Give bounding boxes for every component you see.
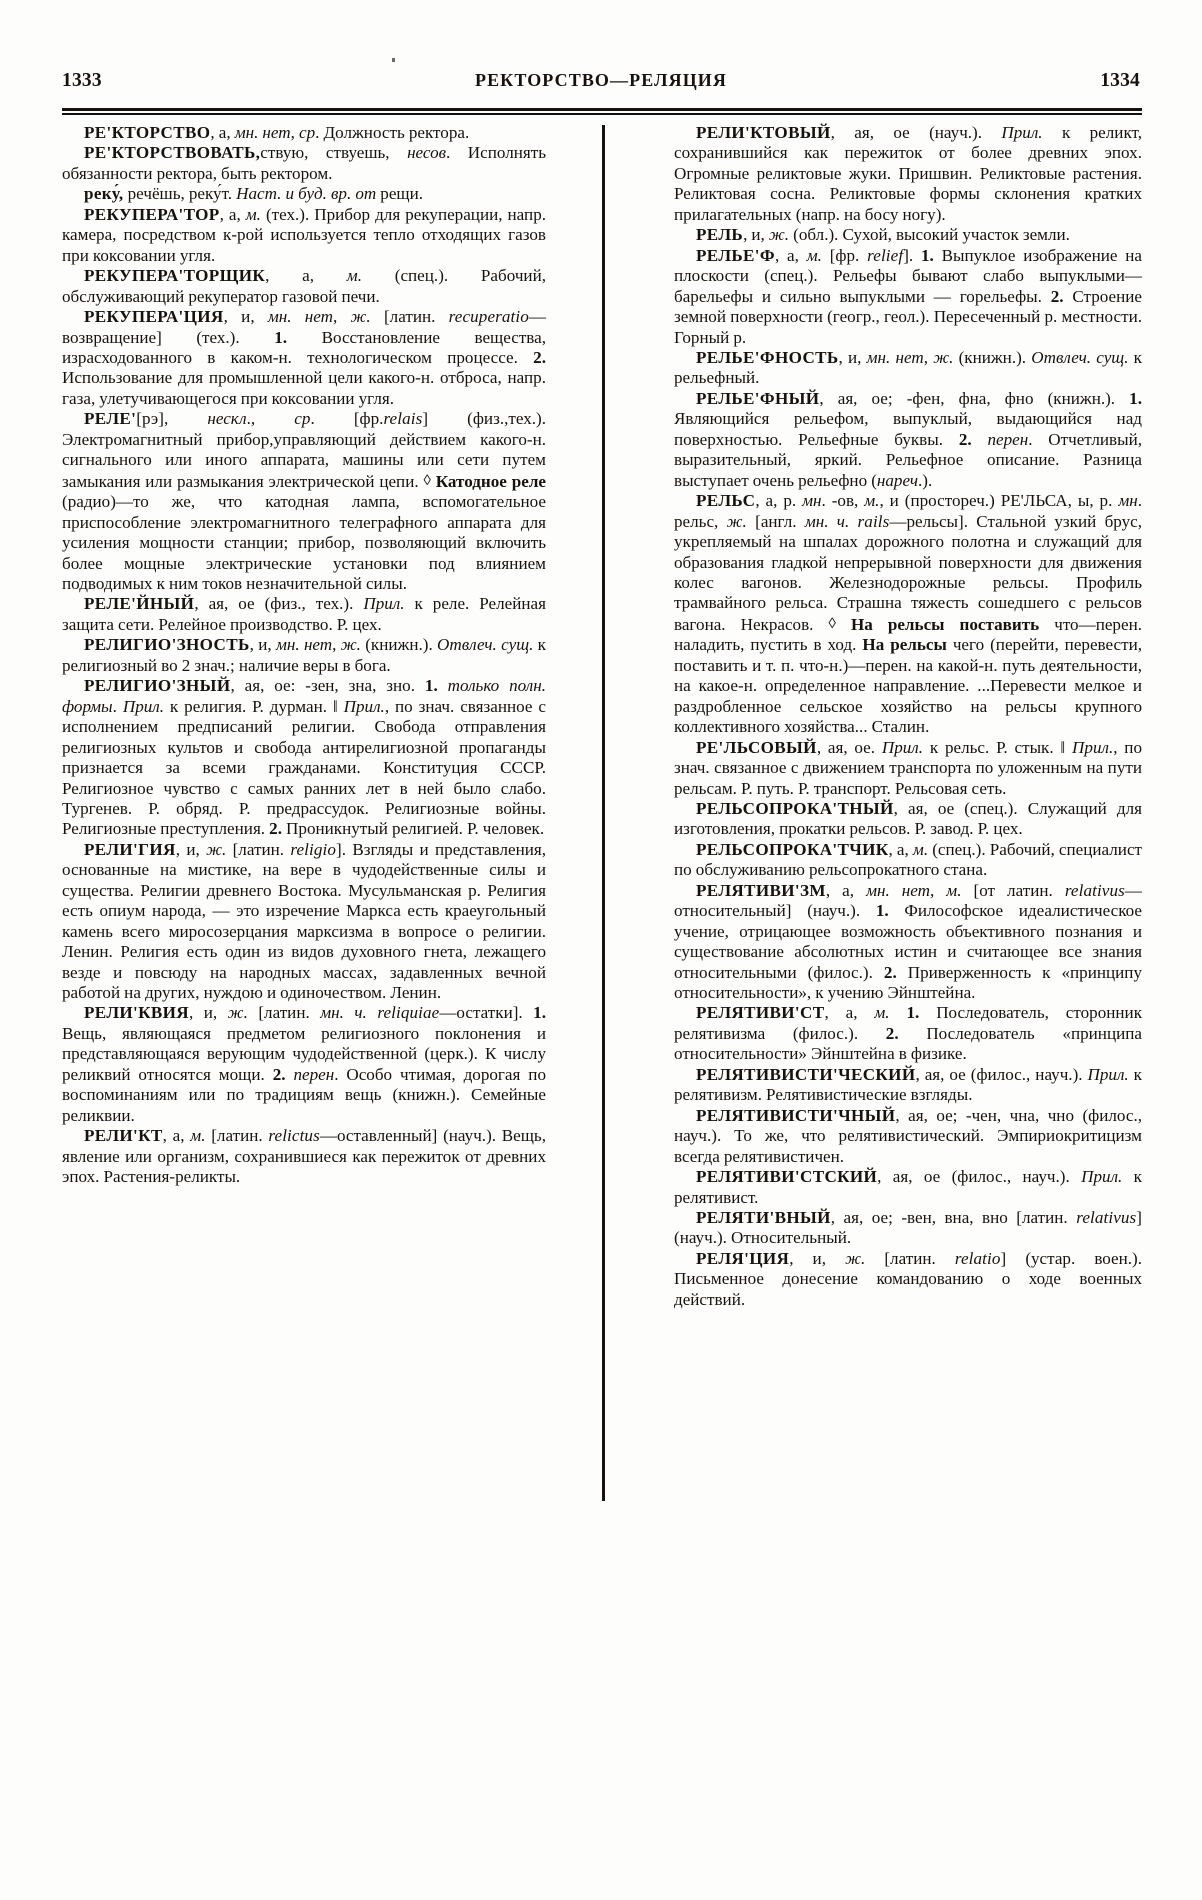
entry-body: , а, мн. нет, м. [от латин. relativus—относительный] (науч.). 1. Философское идеалистическое учение, отрицающее возможность объективного познания и существование абсолютных истин и считающее все знания относительными (филос.). 2. Приверженность к «принципу относительности», к учению Эйнштейна. xyxy=(674,880,1142,1003)
entry-body: , и, ж. [латин. relatio] (устар. воен.). Письменное донесение командованию о ходе военных действий. xyxy=(674,1248,1143,1309)
entry-body: , и, ж. [латин. religio]. Взгляды и представления, основанные на мистике, на вере в чудодейственные силы и существа. Религии древнего Востока. Мусульманская р. Религия есть опиум народа, — это изречение Маркса есть краеугольный камень всего миросозерцания марксизма в вопросе о религии. Ленин. Религия есть один из видов духовного гнета, лежащего везде и повсюду на народных массах, задавленных вечной работой на других, нуждою и одиночеством. Ленин. xyxy=(62,839,546,1003)
dictionary-entry xyxy=(62,143,546,184)
entry-headword: РЕЛЯТИВИСТИ'ЧНЫЙ xyxy=(696,1105,896,1125)
dictionary-entry xyxy=(674,348,1142,389)
dictionary-entry xyxy=(62,594,546,635)
entry-headword: РЕЛЬСОПРОКА'ТНЫЙ xyxy=(696,798,894,818)
dictionary-entry xyxy=(62,840,546,1004)
dictionary-entry xyxy=(62,1003,546,1126)
entry-body: , а, м. (спец.). Рабочий, специалист по обслуживанию рельсопрокатного стана. xyxy=(674,839,1142,880)
dictionary-entry xyxy=(674,225,1142,245)
entry-body: [рэ], нескл., ср. [фр.relais] (физ.,тех.). Электромагнитный прибор,управляющий действием какого-н. сигнального или иного аппарата, машины или сети путем замыкания или размыкания электрической цепи. ◊ Катодное реле (радио)—то же, что катодная лампа, вспомогательное приспособление электромагнитного телеграфного аппарата для усиления мощности станции; прибор, позволяющий включить более мощные электрические установки под влиянием подводимых к ним токов незначительной силы. xyxy=(62,409,547,593)
dictionary-entry xyxy=(62,184,546,204)
entry-headword: РЕЛЯТИВИСТИ'ЧЕСКИЙ xyxy=(696,1064,916,1084)
entry-body: , а, м. (тех.). Прибор для рекуперации, напр. камера, посредством к-рой используется тепло отходящих газов при коксовании угля. xyxy=(62,204,547,265)
entry-body: , и, ж. (обл.). Сухой, высокий участок земли. xyxy=(743,225,1070,245)
entry-body: , ая, ое; -фен, фна, фно (книжн.). 1. Являющийся рельефом, выпуклый, выдающийся над поверхностью. Рельефные буквы. 2. перен. Отчетливый, выразительный, яркий. Рельефное описание. Разница выступает очень рельефно (нареч.). xyxy=(674,388,1142,490)
entry-headword: РЕЛИГИО'ЗНОСТЬ xyxy=(84,635,250,655)
entry-body: , а, м. [латин. relictus—оставленный] (науч.). Вещь, явление или организм, сохранившиеся как пережиток от древних эпох. Растения-реликты. xyxy=(62,1126,547,1187)
columns xyxy=(62,123,1142,1863)
entry-headword: РЕЛИ'КВИЯ xyxy=(84,1003,189,1023)
entry-body: , и, мн. нет, ж. (книжн.). Отвлеч. сущ. к рельефный. xyxy=(674,347,1142,388)
dictionary-entry xyxy=(674,881,1142,1004)
entry-headword: РЕЛЕ'ЙНЫЙ xyxy=(84,594,195,614)
entry-body: , ая, ое (спец.). Служащий для изготовления, прокатки рельсов. Р. завод. Р. цех. xyxy=(674,798,1142,839)
entry-body: ствую, ствуешь, несов. Исполнять обязанности ректора, быть ректором. xyxy=(62,143,546,183)
dictionary-entry xyxy=(674,738,1142,799)
entry-body: , и, мн. нет, ж. [латин. recuperatio—возвращение] (тех.). 1. Восстановление вещества, израсходованного в каком-н. технологическом процессе. 2. Использование для промышленной цели какого-н. отброса, напр. газа, улетучивающегося при коксовании угля. xyxy=(62,307,546,408)
entry-body: , а, м. [фр. relief]. 1. Выпуклое изображение на плоскости (спец.). Рельефы бывают слабо выпуклыми—барельефы и сильно выпуклыми — горельефы. 2. Строение земной поверхности (геогр., геол.). Пересеченный р. местности. Горный р. xyxy=(674,245,1143,347)
entry-body: , а, м. 1. Последователь, сторонник релятивизма (филос.). 2. Последователь «принципа относительности» Эйнштейна в физике. xyxy=(674,1003,1143,1064)
entry-body: , ая, ое; -чен, чна, чно (филос., науч.). То же, что релятивистический. Эмпириокритицизм всегда релятивистичен. xyxy=(674,1105,1142,1166)
dictionary-entry xyxy=(62,409,546,594)
entry-headword: РЕЛЯТИВИ'СТСКИЙ xyxy=(696,1167,878,1187)
entry-body: , а, мн. нет, ср. Должность ректора. xyxy=(210,123,470,142)
entry-body: , ая, ое. Прил. к рельс. Р. стык. ‖ Прил., по знач. связанное с движением транспорта по уложенным на пути рельсам. Р. путь. Р. транспорт. Рельсовая сеть. xyxy=(674,737,1142,798)
entry-headword: РЕЛЬЕ'Ф xyxy=(696,245,775,265)
dictionary-entry xyxy=(62,1126,546,1187)
dictionary-entry xyxy=(62,635,546,676)
dictionary-entry xyxy=(62,205,546,266)
column-divider xyxy=(558,123,646,1863)
entry-body: , ая, ое (филос., науч.). Прил. к релятивизм. Релятивистические взгляды. xyxy=(674,1064,1142,1105)
entry-headword: реку́, xyxy=(84,184,124,204)
dictionary-entry xyxy=(674,389,1142,491)
entry-headword: РЕЛЬС xyxy=(696,491,756,511)
entry-headword: РЕЛЯТИВИ'СТ xyxy=(696,1003,825,1023)
dictionary-entry xyxy=(62,676,546,840)
entry-headword: РЕЛЯТИ'ВНЫЙ xyxy=(696,1208,831,1228)
entry-body: , ая, ое; -вен, вна, вно [латин. relativus] (науч.). Относительный. xyxy=(674,1208,1142,1248)
entry-headword: РЕ'ЛЬСОВЫЙ xyxy=(696,737,817,757)
dictionary-entry xyxy=(674,840,1142,881)
entry-headword: РЕ'КТОРСТВОВАТЬ, xyxy=(84,143,261,163)
entry-body: , ая, ое: -зен, зна, зно. 1. только полн. формы. Прил. к религия. Р. дурман. ‖ Прил., по знач. связанное с исполнением предписаний религии. Свобода отправления религиозных культов и свобода антирелигиозной пропаганды признается за всеми гражданами. Конституция СССР. Религиозное чувство с самых ранних лет в ней было слабо. Тургенев. Р. обряд. Р. предрассудок. Религиозные войны. Религиозные преступления. 2. Проникнутый религией. Р. человек. xyxy=(62,676,546,839)
entry-body: , и, мн. нет, ж. (книжн.). Отвлеч. сущ. к религиозный во 2 знач.; наличие веры в бога. xyxy=(62,635,546,675)
entry-headword: РЕ'КТОРСТВО xyxy=(84,123,211,142)
entry-headword: РЕЛЬЕ'ФНЫЙ xyxy=(696,388,820,408)
entry-headword: РЕЛИ'КТ xyxy=(84,1126,163,1146)
entry-headword: РЕЛИ'ГИЯ xyxy=(84,839,176,859)
dictionary-entry xyxy=(674,1208,1142,1249)
header-rule xyxy=(62,108,1142,115)
print-speck xyxy=(392,58,395,62)
entry-headword: РЕЛИ'КТОВЫЙ xyxy=(696,123,831,142)
entry-body: , а, м. (спец.). Рабочий, обслуживающий рекуператор газовой печи. xyxy=(62,266,546,306)
dictionary-entry xyxy=(674,1065,1142,1106)
folio-right: 1334 xyxy=(1100,70,1140,91)
dictionary-entry xyxy=(62,307,546,409)
entry-headword: РЕКУПЕРА'ЦИЯ xyxy=(84,307,224,327)
column-right xyxy=(646,123,1142,1863)
entry-headword: РЕЛЯТИВИ'ЗМ xyxy=(696,880,826,900)
dictionary-entry xyxy=(62,266,546,307)
entry-headword: РЕЛИГИО'ЗНЫЙ xyxy=(84,676,231,696)
entry-headword: РЕКУПЕРА'ТОР xyxy=(84,204,220,224)
dictionary-entry xyxy=(674,799,1142,840)
entry-body: , и, ж. [латин. мн. ч. reliquiae—остатки]. 1. Вещь, являющаяся предметом религиозного поклонения и представляющаяся верующим чудодейственной (церк.). К числу реликвий относятся мощи. 2. перен. Особо чтимая, дорогая по воспоминаниям или по традициям вещь (книжн.). Семейные реликвии. xyxy=(62,1003,546,1125)
entry-headword: РЕЛЕ' xyxy=(84,409,137,429)
entry-headword: РЕЛЯ'ЦИЯ xyxy=(696,1248,790,1268)
entry-body: , ая, ое (физ., тех.). Прил. к реле. Релейная защита сети. Релейное производство. Р. цех. xyxy=(62,594,547,634)
entry-body: , а, р. мн. -ов, м., и (простореч.) РЕ'ЛЬСА, ы, р. мн. рельс, ж. [англ. мн. ч. rails—рельсы]. Стальной узкий брус, укрепляемый на шпалах дорожного полотна и служащий для образования гладкой непрерывной поверхности для движения колес вагонов. Железнодорожные рельсы. Профиль трамвайного рельса. Страшна тяжесть сошедшего с рельсов вагона. Некрасов. ◊ На рельсы поставить что—перен. наладить, пустить в ход. На рельсы чего (перейти, перевести, поставить и т. п. что-н.)—перен. на какой-н. путь деятельности, на какое-н. определенное направление. ...Перевести мелкое и раздробленное сельское хозяйство на рельсы крупного коллективного хозяйства... Сталин. xyxy=(674,491,1143,737)
entry-body: речёшь, реку́т. Наст. и буд. вр. от рещи. xyxy=(123,184,424,204)
entry-headword: РЕЛЬ xyxy=(696,225,744,245)
dictionary-entry xyxy=(674,491,1142,737)
dictionary-entry xyxy=(674,246,1142,348)
entry-headword: РЕКУПЕРА'ТОРЩИК xyxy=(84,266,266,286)
entry-body: , ая, ое (науч.). Прил. к реликт, сохранившийся как пережиток от более древних эпох. Огромные реликтовые жуки. Пришвин. Реликтовые растения. Реликтовая сосна. Реликтовые формы склонения кратких прилагательных (напр. на босу ногу). xyxy=(674,123,1142,224)
column-left xyxy=(62,123,558,1863)
entry-headword: РЕЛЬЕ'ФНОСТЬ xyxy=(696,347,839,367)
entry-headword: РЕЛЬСОПРОКА'ТЧИК xyxy=(696,839,889,859)
dictionary-entry xyxy=(674,1167,1142,1208)
dictionary-entry xyxy=(62,123,546,143)
dictionary-entry xyxy=(674,1249,1142,1310)
running-title: РЕКТОРСТВО—РЕЛЯЦИЯ xyxy=(474,70,728,90)
dictionary-entry xyxy=(674,1003,1142,1064)
dictionary-entry xyxy=(674,1106,1142,1167)
dictionary-entry xyxy=(674,123,1142,225)
entry-body: , ая, ое (филос., науч.). Прил. к релятивист. xyxy=(674,1167,1142,1207)
header-rule-thin xyxy=(62,113,1142,115)
folio-left: 1333 xyxy=(62,70,102,91)
running-head xyxy=(62,70,1140,104)
